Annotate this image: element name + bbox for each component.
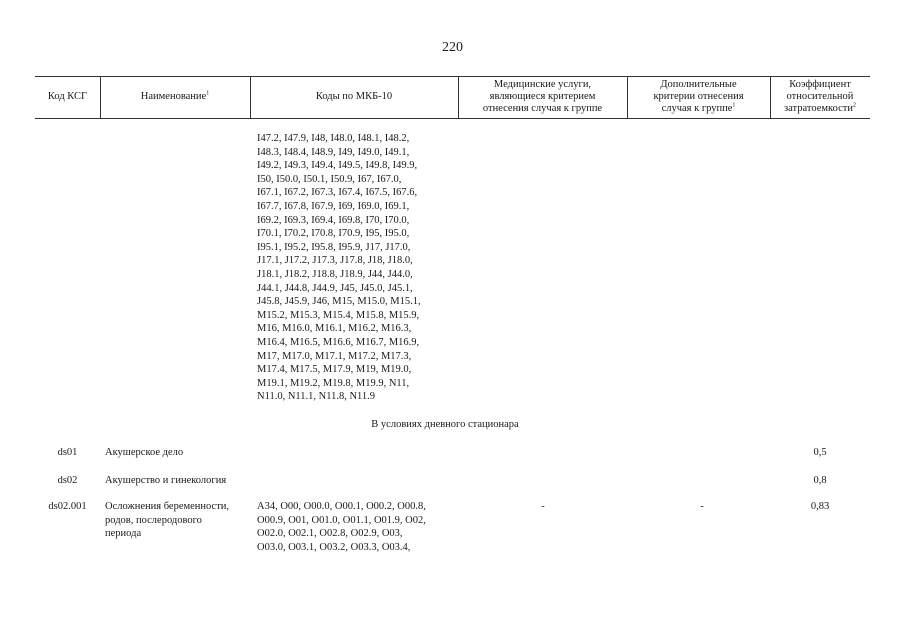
mkb-code-line: N11.0, N11.1, N11.8, N11.9 (257, 391, 376, 403)
table-header-bottom-rule (35, 118, 870, 119)
header-additional: Дополнительные критерии отнесения случая к группе$^1$ (653, 79, 744, 114)
mkb-code-line: M17.4, M17.5, M17.9, M19, M19.0, (257, 364, 412, 376)
row-name: Акушерство и гинекология (105, 475, 227, 486)
mkb-code-line: I50, I50.0, I50.1, I50.9, I67, I67.0, (257, 173, 402, 185)
row-coef: 0,5 (813, 447, 827, 458)
row-code: ds02.001 (48, 501, 87, 512)
row-additional: - (700, 501, 704, 512)
row-name: Акушерское дело (105, 447, 184, 458)
header-coef: Коэффициент относительной затратоемкости$^2$ (784, 79, 856, 114)
header-mkb: Коды по МКБ-10 (315, 91, 393, 102)
mkb-code-line: M17, M17.0, M17.1, M17.2, M17.3, (257, 350, 412, 362)
mkb-code-line: I70.1, I70.2, I70.8, I70.9, I95, I95.0, (257, 228, 410, 240)
mkb-code-line: M16, M16.0, M16.1, M16.2, M16.3, (257, 323, 412, 335)
mkb-code-line: J45.8, J45.9, J46, M15, M15.0, M15.1, (257, 296, 421, 308)
row-coef: 0,83 (810, 501, 830, 512)
mkb-code-line: J17.1, J17.2, J17.3, J17.8, J18, J18.0, (257, 255, 413, 267)
row-code: ds02 (57, 475, 78, 486)
mkb-code-line: I67.7, I67.8, I67.9, I69, I69.0, I69.1, (257, 200, 410, 212)
mkb-code-line: I48.3, I48.4, I48.9, I49, I49.0, I49.1, (257, 146, 410, 158)
header-code: Код КСГ (47, 91, 88, 102)
mkb-code-line: M16.4, M16.5, M16.6, M16.7, M16.9, (257, 336, 420, 348)
continuation-mkb-codes (257, 132, 457, 404)
mkb-code-line: I47.2, I47.9, I48, I48.0, I48.1, I48.2, (257, 133, 410, 144)
section-title: В условиях дневного стационара (371, 419, 519, 430)
mkb-code-line: I67.1, I67.2, I67.3, I67.4, I67.5, I67.6, (257, 187, 418, 199)
row-coef: 0,8 (813, 475, 827, 486)
mkb-code-line: I95.1, I95.2, I95.8, I95.9, J17, J17.0, (257, 241, 411, 253)
mkb-code-line: M15.2, M15.3, M15.4, M15.8, M15.9, (257, 309, 420, 321)
row-services: - (541, 501, 545, 512)
mkb-code-line: M19.1, M19.2, M19.8, M19.9, N11, (257, 377, 410, 389)
page-number: 220 (442, 40, 463, 55)
mkb-code-line: J18.1, J18.2, J18.8, J18.9, J44, J44.0, (257, 268, 413, 280)
header-name: Наименование$^1$ (140, 90, 210, 102)
row-mkb-codes: A34, O00, O00.0, O00.1, O00.2, O00.8, O00.9, O01, O01.0, O01.1, O01.9, O02, O02.0, O02.1, O02.8, O02.9, O03, O03.0, O03.1, O03.2, O03.3, O03.4, (257, 501, 426, 553)
header-services: Медицинские услуги, являющиеся критерием отнесения случая к группе (482, 79, 603, 114)
row-name: Осложнения беременности, родов, послеродового периода (105, 501, 230, 539)
mkb-code-line: J44.1, J44.8, J44.9, J45, J45.0, J45.1, (257, 282, 413, 294)
row-code: ds01 (57, 447, 78, 458)
mkb-code-line: I49.2, I49.3, I49.4, I49.5, I49.8, I49.9, (257, 160, 418, 172)
mkb-code-line: I69.2, I69.3, I69.4, I69.8, I70, I70.0, (257, 214, 410, 226)
